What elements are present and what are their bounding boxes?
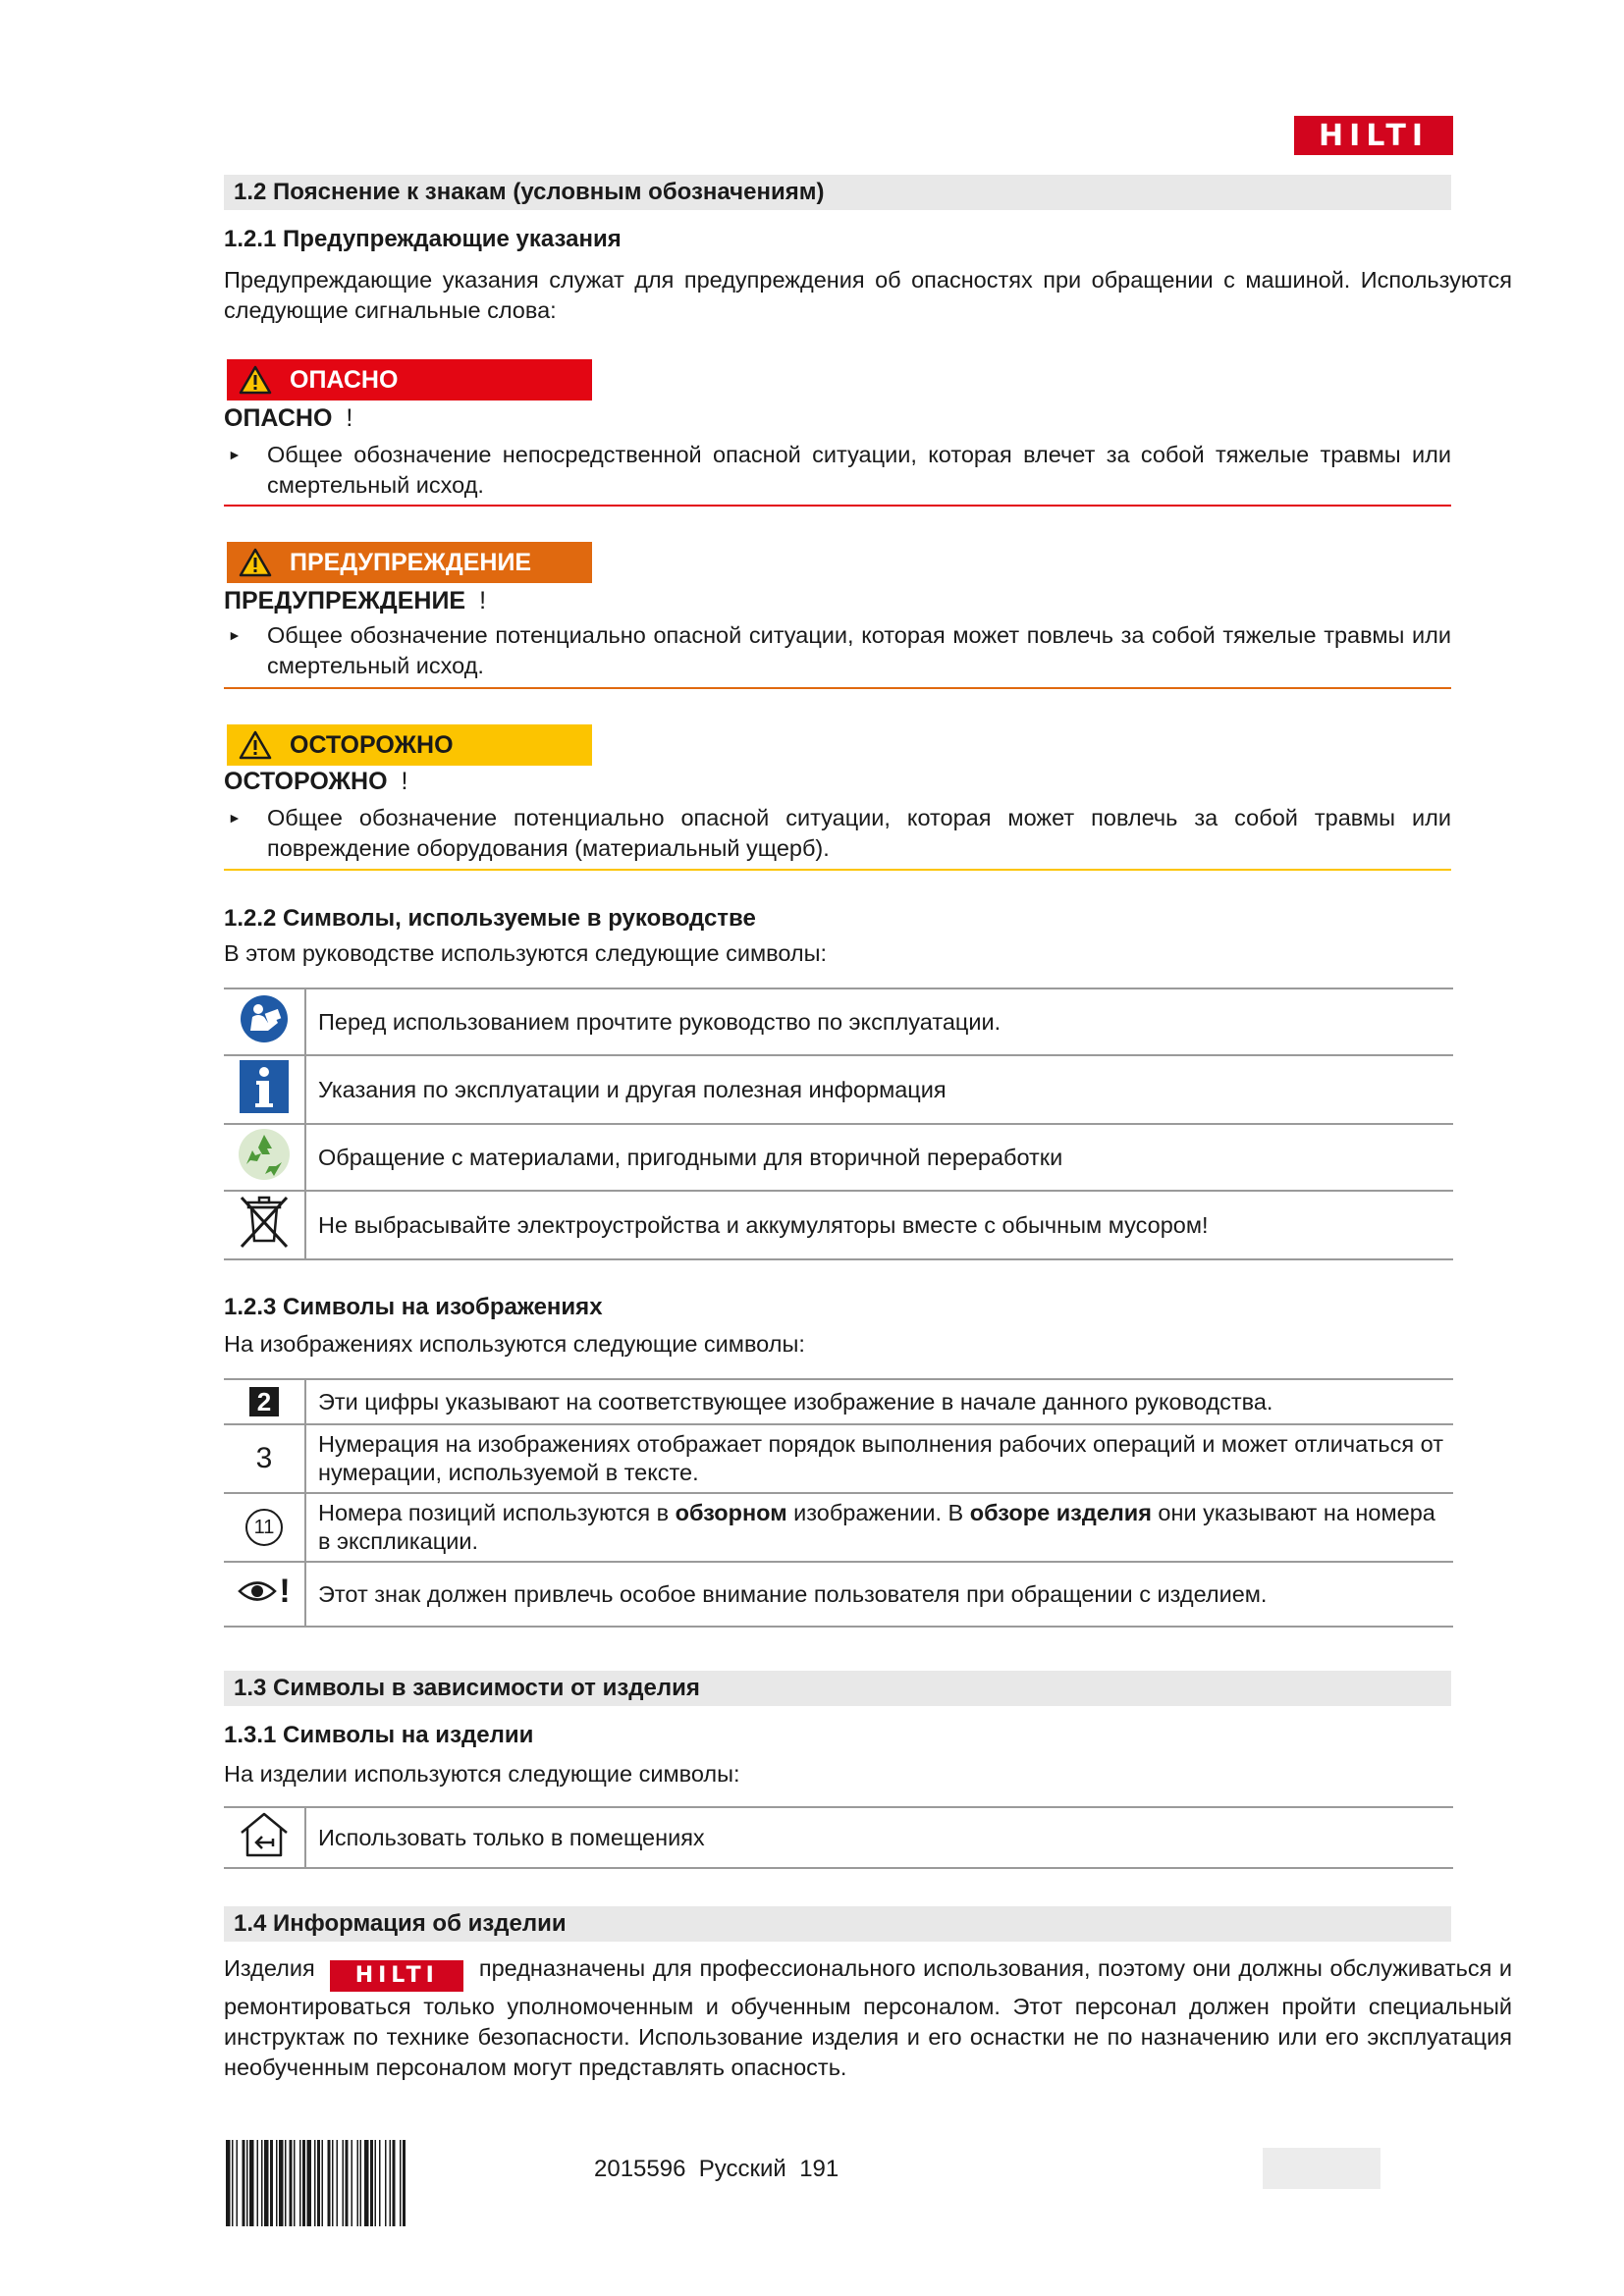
symbol-description: Обращение с материалами, пригодными для вторичной переработки xyxy=(305,1124,1453,1191)
figure-symbols-table xyxy=(224,1378,1453,1628)
step-number-icon: 3 xyxy=(255,1441,273,1474)
caution-divider xyxy=(224,869,1451,871)
danger-divider xyxy=(224,505,1451,507)
table-row xyxy=(224,1562,1453,1627)
table-row xyxy=(224,1379,1453,1424)
subsection-title-1-2-1: 1.2.1 Предупреждающие указания xyxy=(224,226,622,252)
symbol-cell xyxy=(224,1807,305,1868)
section-title-1-3: 1.3 Символы в зависимости от изделия xyxy=(224,1671,1451,1706)
warning-triangle-icon xyxy=(239,365,272,395)
symbol-cell xyxy=(224,1379,305,1424)
danger-description: ► Общее обозначение непосредственной опасной ситуации, которая влечет за собой тяжелые травмы или смертельный исход. xyxy=(228,442,1451,498)
warning-triangle-icon xyxy=(239,730,272,760)
crossed-bin-icon xyxy=(238,1194,291,1251)
caution-banner xyxy=(227,724,592,766)
hilti-logo: HILTI xyxy=(1294,116,1453,155)
indoor-use-icon xyxy=(238,1811,291,1858)
symbol-cell xyxy=(224,988,305,1055)
symbol-cell xyxy=(224,1191,305,1259)
warning-banner-label: ПРЕДУПРЕЖДЕНИЕ xyxy=(290,548,532,576)
warnings-intro: Предупреждающие указания служат для предупреждения об опасностях при обращении с машиной. Используются следующие сигнальные слова: xyxy=(224,267,1512,323)
table-row xyxy=(224,1493,1453,1562)
warning-banner xyxy=(227,542,592,583)
hilti-logo-inline: HILTI xyxy=(330,1960,463,1992)
read-manual-icon xyxy=(239,993,290,1044)
caution-description: ► Общее обозначение потенциально опасной ситуации, которая может повлечь за собой травмы или повреждение оборудования (материальный ущерб). xyxy=(228,805,1451,861)
symbol-description: Нумерация на изображениях отображает порядок выполнения рабочих операций и может отличаться от нумерации, используемой в тексте. xyxy=(305,1424,1453,1493)
symbol-description: Указания по эксплуатации и другая полезная информация xyxy=(305,1055,1453,1124)
symbol-description: Номера позиций используются в обзорном изображении. В обзоре изделия они указывают на номера в экспликации. xyxy=(305,1493,1453,1562)
page-tab-marker xyxy=(1263,2148,1380,2189)
symbol-description: Эти цифры указывают на соответствующее изображение в начале данного руководства. xyxy=(305,1379,1453,1424)
danger-banner-label: ОПАСНО xyxy=(290,365,399,394)
position-number-icon: 11 xyxy=(245,1509,283,1546)
product-symbols-intro: На изделии используются следующие символы: xyxy=(224,1761,740,1787)
warning-divider xyxy=(224,687,1451,689)
figure-number-icon: 2 xyxy=(249,1387,279,1416)
warning-description: ► Общее обозначение потенциально опасной ситуации, которая может повлечь за собой тяжелые травмы или смертельный исход. xyxy=(228,622,1451,678)
warning-signal-word: ПРЕДУПРЕЖДЕНИЕ ! xyxy=(224,587,487,614)
bullet-arrow-icon: ► xyxy=(228,447,242,462)
manual-symbols-intro: В этом руководстве используются следующие символы: xyxy=(224,940,828,966)
info-icon xyxy=(240,1060,289,1113)
bullet-arrow-icon: ► xyxy=(228,810,242,826)
product-symbols-table xyxy=(224,1806,1453,1869)
barcode-icon xyxy=(226,2140,562,2226)
table-row xyxy=(224,1424,1453,1493)
manual-symbols-table xyxy=(224,988,1453,1260)
recycling-icon xyxy=(237,1127,292,1182)
table-row xyxy=(224,1124,1453,1191)
symbol-description: Использовать только в помещениях xyxy=(305,1807,1453,1868)
footer-page-info: 2015596 Русский 191 xyxy=(594,2156,839,2182)
section-title-1-4: 1.4 Информация об изделии xyxy=(224,1906,1451,1942)
symbol-description: Не выбрасывайте электроустройства и аккумуляторы вместе с обычным мусором! xyxy=(305,1191,1453,1259)
symbol-cell xyxy=(224,1562,305,1627)
symbol-description: Перед использованием прочтите руководство по эксплуатации. xyxy=(305,988,1453,1055)
symbol-cell xyxy=(224,1055,305,1124)
figure-symbols-intro: На изображениях используются следующие символы: xyxy=(224,1331,805,1357)
table-row xyxy=(224,1807,1453,1868)
subsection-title-1-2-3: 1.2.3 Символы на изображениях xyxy=(224,1294,603,1320)
table-row xyxy=(224,1191,1453,1259)
symbol-description: Этот знак должен привлечь особое внимание пользователя при обращении с изделием. xyxy=(305,1562,1453,1627)
subsection-title-1-3-1: 1.3.1 Символы на изделии xyxy=(224,1722,534,1748)
subsection-title-1-2-2: 1.2.2 Символы, используемые в руководстве xyxy=(224,905,756,932)
table-row xyxy=(224,1055,1453,1124)
danger-banner xyxy=(227,359,592,400)
product-info-text: Изделия HILTI предназначены для профессионального использования, поэтому они должны обслуживаться и ремонтироваться только уполномоченным и обученным персоналом. Этот персонал должен пройти специальный инструктаж по технике безопасности. Использование изделия и его оснастки не по назначению или его эксплуатация необученным персоналом могут представлять опасность. xyxy=(224,1955,1512,2080)
symbol-cell xyxy=(224,1493,305,1562)
attention-eye-icon: ! xyxy=(238,1577,290,1606)
symbol-cell xyxy=(224,1124,305,1191)
danger-signal-word: ОПАСНО ! xyxy=(224,404,353,432)
warning-triangle-icon xyxy=(239,548,272,577)
caution-signal-word: ОСТОРОЖНО ! xyxy=(224,768,408,795)
caution-banner-label: ОСТОРОЖНО xyxy=(290,730,454,759)
table-row xyxy=(224,988,1453,1055)
bullet-arrow-icon: ► xyxy=(228,627,242,643)
symbol-cell xyxy=(224,1424,305,1493)
section-title-1-2: 1.2 Пояснение к знакам (условным обозначениям) xyxy=(224,175,1451,210)
